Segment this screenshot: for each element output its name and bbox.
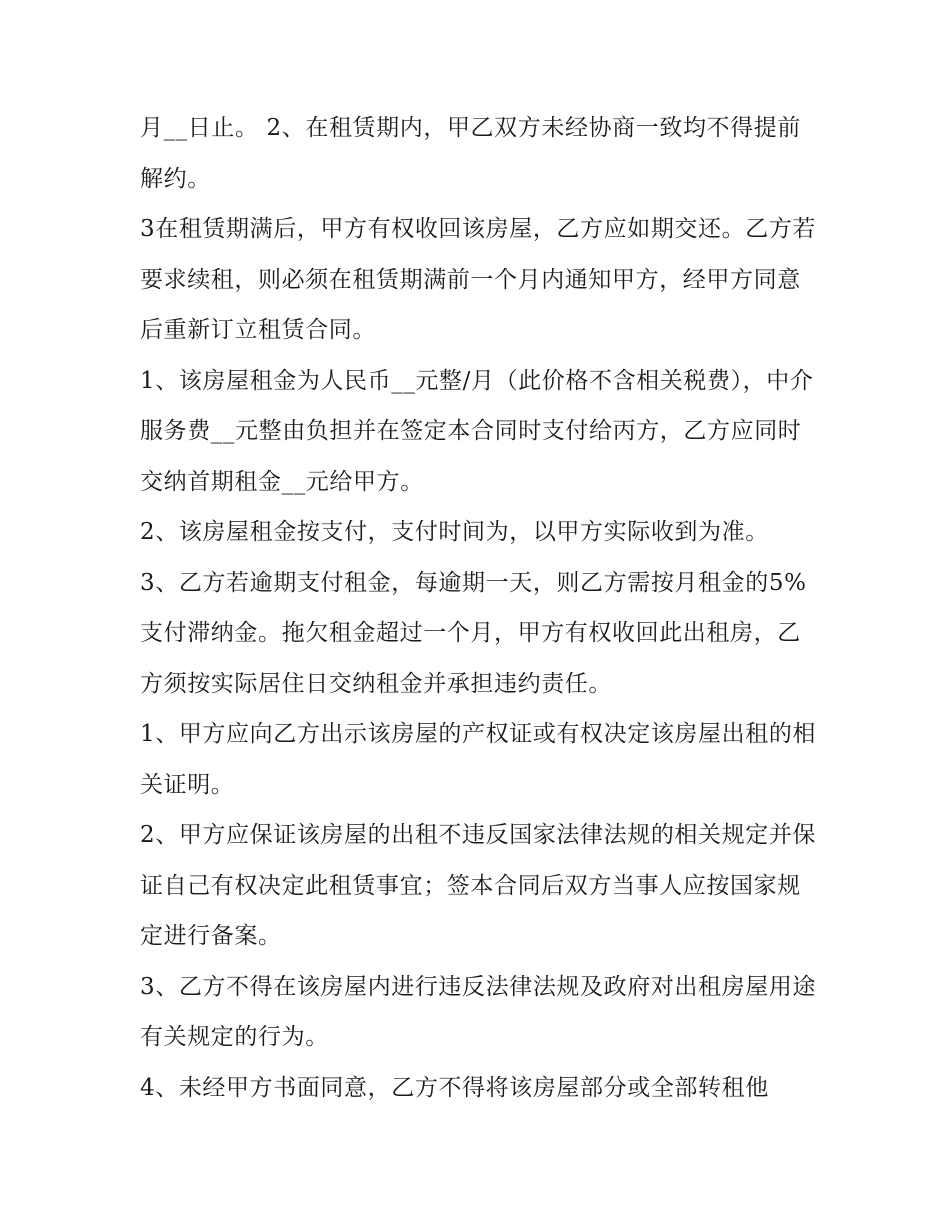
paragraph-late-payment: 3、乙方若逾期支付租金，每逾期一天，则乙方需按月租金的5%支付滞纳金。拖欠租金超过一个月，甲方有权收回此出租房，乙方须按实际居住日交纳租金并承担违约责任。 [140,569,807,697]
paragraph-lease-expiry-renewal: 3在租赁期满后，甲方有权收回该房屋，乙方应如期交还。乙方若要求续租，则必须在租赁期满前一个月内通知甲方，经甲方同意后重新订立租赁合同。 [140,216,817,343]
paragraph-usage-restriction: 3、乙方不得在该房屋内进行违反法律法规及政府对出租房屋用途有关规定的行为。 [140,973,817,1050]
paragraph-lease-term-end: 月__日止。 2、在租赁期内，甲乙双方未经协商一致均不得提前解约。 [140,115,801,192]
paragraph-ownership-proof: 1、甲方应向乙方出示该房屋的产权证或有权决定该房屋出租的相关证明。 [140,721,817,798]
document-body [140,103,820,1113]
paragraph-rent-payment: 2、该房屋租金按支付，支付时间为，以甲方实际收到为准。 [140,519,769,545]
paragraph-sublet-restriction: 4、未经甲方书面同意，乙方不得将该房屋部分或全部转租他 [140,1074,769,1101]
paragraph-legal-compliance: 2、甲方应保证该房屋的出租不违反国家法律法规的相关规定并保证自己有权决定此租赁事宜；签本合同后双方当事人应按国家规定进行备案。 [140,822,817,949]
paragraph-rent-amount: 1、该房屋租金为人民币__元整/月（此价格不含相关税费），中介服务费__元整由负担并在签定本合同时支付给丙方，乙方应同时交纳首期租金__元给甲方。 [140,367,814,495]
